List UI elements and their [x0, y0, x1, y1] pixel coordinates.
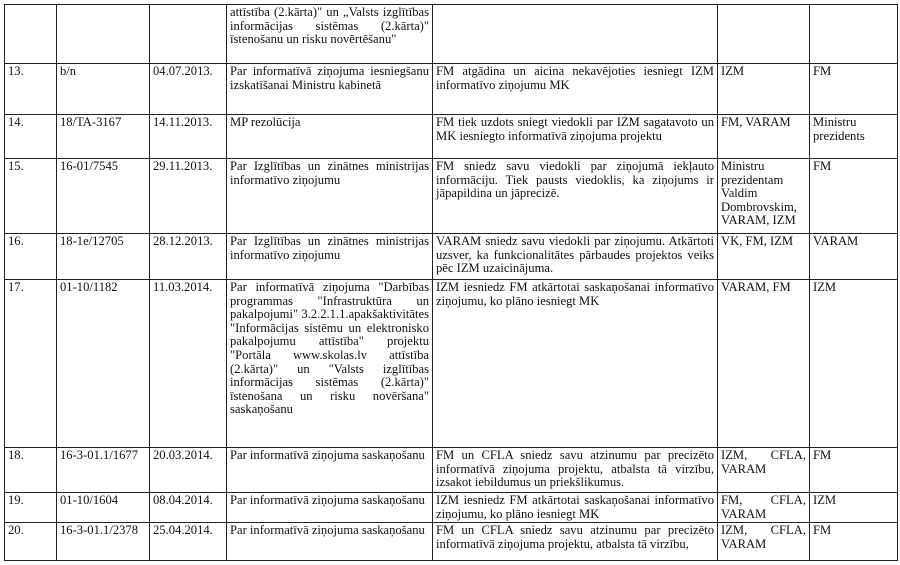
table-row — [5, 523, 898, 561]
sender-cell — [810, 5, 898, 64]
subject-cell: Par Izglītības un zinātnes ministrijas informatīvo ziņojumu — [227, 159, 433, 234]
row-number-cell: 17. — [5, 280, 57, 448]
recipient-cell: FM, VARAM — [718, 115, 810, 159]
date-cell: 20.03.2014. — [150, 448, 227, 493]
date-cell: 14.11.2013. — [150, 115, 227, 159]
table-row — [5, 448, 898, 493]
subject-cell: Par informatīvā ziņojuma saskaņošanu — [227, 448, 433, 493]
sender-cell: FM — [810, 64, 898, 115]
table-row — [5, 5, 898, 64]
table-row — [5, 159, 898, 234]
recipient-cell: IZM, CFLA, VARAM — [718, 448, 810, 493]
recipient-cell: IZM, CFLA, VARAM — [718, 523, 810, 561]
sender-cell: IZM — [810, 280, 898, 448]
content-cell: IZM iesniedz FM atkārtotai saskaņošanai informatīvo ziņojumu, ko plāno iesniegt MK — [433, 493, 718, 523]
document-number-cell: 18-1e/12705 — [57, 234, 150, 280]
recipient-cell: FM, CFLA, VARAM — [718, 493, 810, 523]
subject-cell: Par Izglītības un zinātnes ministrijas informatīvo ziņojumu — [227, 234, 433, 280]
date-cell: 08.04.2014. — [150, 493, 227, 523]
subject-cell: Par informatīvā ziņojuma saskaņošanu — [227, 493, 433, 523]
content-cell: VARAM sniedz savu viedokli par ziņojumu. Atkārtoti uzsver, ka funkcionalitātes pārbaudes projektos veiks pēc IZM uzaicinājuma. — [433, 234, 718, 280]
sender-cell: FM — [810, 159, 898, 234]
row-number-cell: 20. — [5, 523, 57, 561]
document-number-cell: 16-01/7545 — [57, 159, 150, 234]
row-number-cell: 15. — [5, 159, 57, 234]
document-number-cell: 18/TA-3167 — [57, 115, 150, 159]
recipient-cell: Ministru prezidentam Valdim Dombrovskim, VARAM, IZM — [718, 159, 810, 234]
correspondence-table — [4, 4, 898, 561]
document-number-cell: b/n — [57, 64, 150, 115]
recipient-cell — [718, 5, 810, 64]
date-cell: 04.07.2013. — [150, 64, 227, 115]
subject-cell: Par informatīvā ziņojuma iesniegšanu izskatīšanai Ministru kabinetā — [227, 64, 433, 115]
sender-cell: FM — [810, 523, 898, 561]
sender-cell: IZM — [810, 493, 898, 523]
table-row — [5, 115, 898, 159]
recipient-cell: VK, FM, IZM — [718, 234, 810, 280]
content-cell — [433, 5, 718, 64]
date-cell — [150, 5, 227, 64]
sender-cell: FM — [810, 448, 898, 493]
recipient-cell: VARAM, FM — [718, 280, 810, 448]
date-cell: 29.11.2013. — [150, 159, 227, 234]
row-number-cell: 18. — [5, 448, 57, 493]
content-cell: FM sniedz savu viedokli par ziņojumā iekļauto informāciju. Tiek pausts viedoklis, ka ziņojums ir jāpapildina un jāprecizē. — [433, 159, 718, 234]
subject-cell: attīstība (2.kārta)" un „Valsts izglītības informācijas sistēmas (2.kārta)" īstenošanu un risku novērtēšanu" — [227, 5, 433, 64]
table-row — [5, 64, 898, 115]
subject-cell: Par informatīvā ziņojuma saskaņošanu — [227, 523, 433, 561]
document-number-cell: 01-10/1604 — [57, 493, 150, 523]
document-number-cell: 16-3-01.1/2378 — [57, 523, 150, 561]
sender-cell: Ministru prezidents — [810, 115, 898, 159]
row-number-cell: 14. — [5, 115, 57, 159]
content-cell: IZM iesniedz FM atkārtotai saskaņošanai informatīvo ziņojumu, ko plāno iesniegt MK — [433, 280, 718, 448]
row-number-cell: 16. — [5, 234, 57, 280]
content-cell: FM atgādina un aicina nekavējoties iesniegt IZM informatīvo ziņojumu MK — [433, 64, 718, 115]
table-row — [5, 493, 898, 523]
document-number-cell: 16-3-01.1/1677 — [57, 448, 150, 493]
table-row — [5, 234, 898, 280]
subject-cell: Par informatīvā ziņojuma "Darbības programmas "Infrastruktūra un pakalpojumi" 3.2.2.1.1.apakšaktivitātes "Informācijas sistēmu un elektronisko pakalpojumu attīstība" projektu "Portāla www.skolas.lv attīstība (2.kārta)" un "Valsts izglītības informācijas sistēmas (2.kārta)" īstenošana un risku novēršana" saskaņošanu — [227, 280, 433, 448]
date-cell: 11.03.2014. — [150, 280, 227, 448]
subject-cell: MP rezolūcija — [227, 115, 433, 159]
table-row — [5, 280, 898, 448]
recipient-cell: IZM — [718, 64, 810, 115]
date-cell: 25.04.2014. — [150, 523, 227, 561]
sender-cell: VARAM — [810, 234, 898, 280]
date-cell: 28.12.2013. — [150, 234, 227, 280]
row-number-cell: 19. — [5, 493, 57, 523]
content-cell: FM tiek uzdots sniegt viedokli par IZM sagatavoto un MK iesniegto informatīvā ziņojuma projektu — [433, 115, 718, 159]
table-body — [5, 5, 898, 561]
document-number-cell: 01-10/1182 — [57, 280, 150, 448]
content-cell: FM un CFLA sniedz savu atzinumu par precizēto informatīvā ziņojuma projektu, atbalsta tā virzību, izsakot iebildumus un priekšlikumus. — [433, 448, 718, 493]
content-cell: FM un CFLA sniedz savu atzinumu par precizēto informatīvā ziņojuma projektu, atbalsta tā virzību, — [433, 523, 718, 561]
row-number-cell: 13. — [5, 64, 57, 115]
document-number-cell — [57, 5, 150, 64]
row-number-cell — [5, 5, 57, 64]
